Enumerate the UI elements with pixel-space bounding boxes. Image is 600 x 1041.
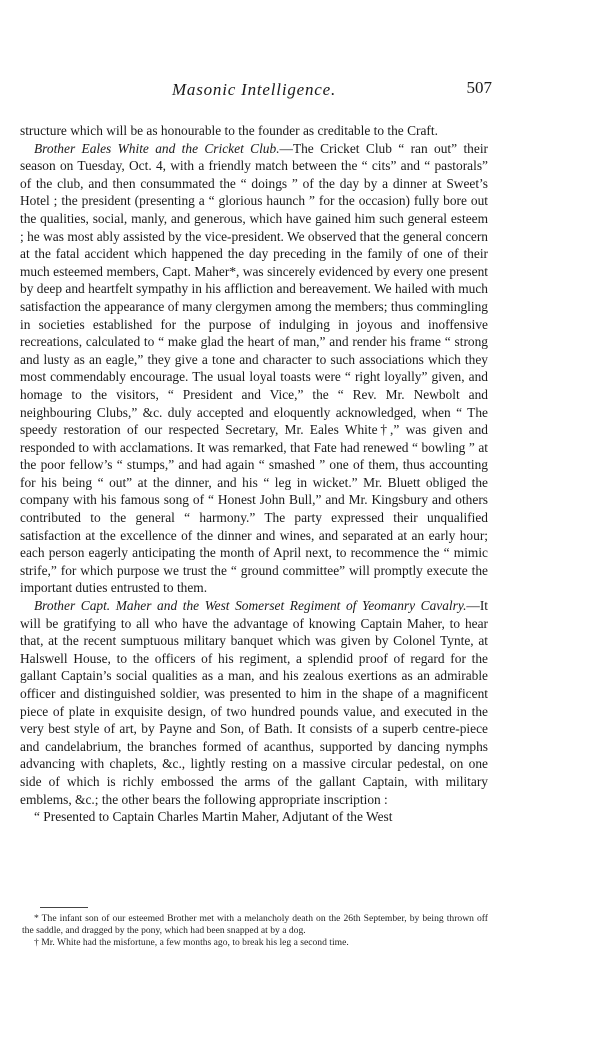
paragraph-cricket-club: [20, 140, 488, 597]
running-title: Masonic Intelligence.: [171, 80, 337, 99]
footnote-asterisk: * The infant son of our esteemed Brother met with a melancholy death on the 26th September, by being thrown off the saddle, and dragged by the pony, which had been snapped at by a dog.: [22, 913, 488, 936]
page-header: [20, 76, 492, 99]
footnote-divider: [40, 907, 88, 908]
paragraph-yeomanry-cavalry: [20, 597, 488, 808]
article-body: [20, 122, 488, 826]
footnotes: [22, 913, 488, 948]
paragraph-text: —The Cricket Club “ ran out” their season on Tuesday, Oct. 4, with a friendly match between the “ cits” and “ pastorals” of the club, and then consummated the “ doings ” of the day by a dinner at Sweet’s Hotel ; the president (presenting a “ glorious haunch ” for the occasion) fully bore out the qualities, social, manly, and generous, which have gained him such general esteem ; he was most ably assisted by the vice-president. We observed that the general concern at the fatal accident which happened the day preceding in the family of one of their much esteemed members, Capt. Maher*, was sincerely evidenced by every one present by deep and heartfelt sympathy in his affliction and bereavement. We hailed with much satisfaction the appearance of many clergymen among the members; thus commingling in societies established for the purpose of indulging in joyous and inoffensive recreations, calculated to “ make glad the heart of man,” and render his frame “ strong and lusty as an eagle,” they give a tone and character to such associations which they most commendably encourage. The usual loyal toasts were “ right loyally” given, and homage to the visitors, “ President and Vice,” the “ Rev. Mr. Newbolt and neighbouring Clubs,” &c. duly accepted and eloquently acknowledged, when “ The speedy restoration of our respected Secretary, Mr. Eales White†,” was given and responded to with acclamations. It was remarked, that Fate had renewed “ bowling ” at the poor fellow’s “ stumps,” and had again “ smashed ” one of them, thus accounting for his being “ out” at the dinner, and his “ leg in wicket.” Mr. Bluett obliged the company with his famous song of “ Honest John Bull,” and Mr. Kingsbury and others contributed to the general “ harmony.” The party expressed their unqualified satisfaction at the excellence of the dinner and wines, and separated at an early hour; each person eagerly anticipating the month of April next, to recommence the “ mimic strife,” for which purpose we trust the “ ground committee” will promptly execute the important duties entrusted to them.: [20, 140, 488, 596]
page-number: 507: [466, 78, 492, 97]
paragraph-inscription: [20, 808, 488, 826]
paragraph-text: —It will be gratifying to all who have the advantage of knowing Captain Maher, to hear that, at the recent sumptuous military banquet which was given by Colonel Tynte, at Halswell House, to the officers of his regiment, a splendid proof of regard for the gallant Captain’s social qualities as a man, and his zealous exertions as an admirable officer and distinguished soldier, was presented to him in the shape of a magnificent piece of plate in exquisite design, of two hundred pounds value, and executed in the very best style of art, by Payne and Son, of Bath. It consists of a superb centre-piece and candelabrium, the branches formed of acanthus, supported by dancing nymphs advancing with chaplets, &c., lightly resting on a massive circular pedestal, on one side of which is richly embossed the arms of the gallant Captain, with military emblems, &c.; the other bears the following appropriate inscription :: [20, 598, 488, 807]
paragraph-text: structure which will be as honourable to the founder as creditable to the Craft.: [20, 123, 438, 138]
paragraph-continuation: [20, 122, 488, 140]
paragraph-heading: Brother Capt. Maher and the West Somerset Regiment of Yeomanry Cavalry.: [34, 598, 467, 614]
paragraph-heading: Brother Eales White and the Cricket Club.: [34, 140, 280, 156]
footnote-dagger: † Mr. White had the misfortune, a few months ago, to break his leg a second time.: [34, 936, 349, 948]
paragraph-text: “ Presented to Captain Charles Martin Maher, Adjutant of the West: [34, 809, 393, 825]
